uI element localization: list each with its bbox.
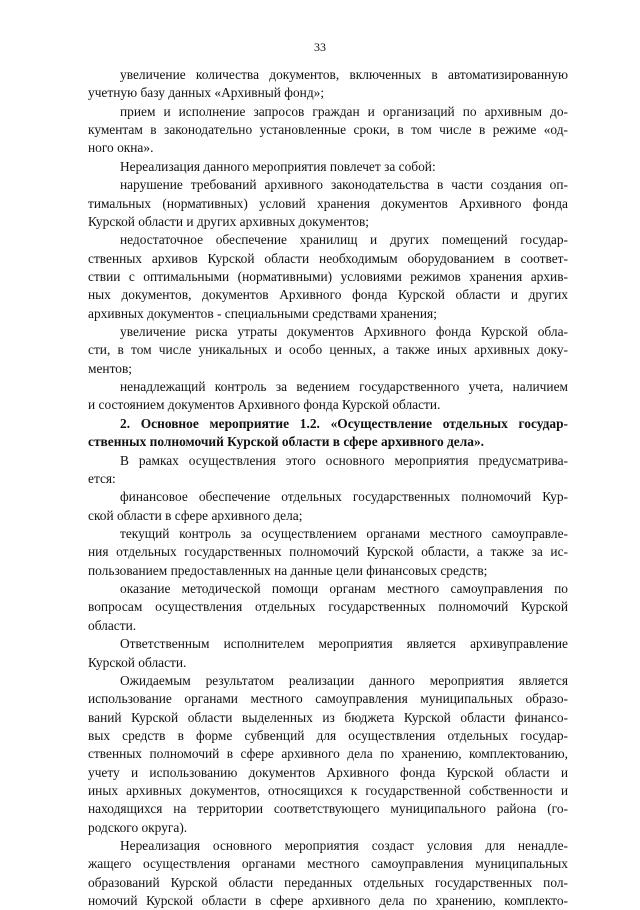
text-line: Нереализация данного мероприятия повлечет за собой: bbox=[120, 158, 436, 174]
text-line: вых средств в форме субвенций для осуществления отдельных государ- bbox=[88, 727, 568, 743]
text-line: оказание методической помощи органам местного самоуправления по bbox=[120, 581, 568, 597]
text-line: нарушение требований архивного законодательства в части создания оп- bbox=[120, 177, 568, 193]
page-number: 33 bbox=[314, 40, 326, 54]
text-line: ственных полномочий Курской области в сфере архивного дела». bbox=[88, 434, 485, 450]
text-line: ской области в сфере архивного дела; bbox=[88, 507, 303, 523]
text-line: образований Курской области переданных отдельных государственных пол- bbox=[88, 874, 568, 890]
text-line: Курской области и других архивных документов; bbox=[88, 213, 370, 229]
text-line: области. bbox=[88, 617, 137, 633]
text-line: сти, в том числе уникальных и особо ценных, а также иных архивных доку- bbox=[88, 342, 568, 358]
text-line: использование органами местного самоуправления муниципальных образо- bbox=[88, 691, 568, 707]
text-line: Курской области. bbox=[88, 654, 187, 670]
text-line: архивных документов - специальными средствами хранения; bbox=[88, 305, 437, 321]
text-line: кументам в законодательно установленные сроки, в том числе в режиме «од- bbox=[88, 122, 568, 138]
text-line: тимальных (нормативных) условий хранения документов Архивного фонда bbox=[88, 195, 568, 211]
text-line: номочий Курской области в сфере архивного дела по хранению, комплекто- bbox=[88, 893, 568, 909]
text-line: текущий контроль за осуществлением органами местного самоуправле- bbox=[120, 526, 568, 541]
text-line: ного окна». bbox=[88, 140, 154, 156]
text-line: увеличение риска утраты документов Архивного фонда Курской обла- bbox=[120, 324, 568, 340]
text-line: находящихся на территории соответствующего муниципального района (го- bbox=[88, 801, 568, 817]
text-line: В рамках осуществления этого основного мероприятия предусматрива- bbox=[120, 452, 568, 468]
text-line: родского округа). bbox=[88, 819, 188, 835]
text-line: вопросам осуществления отдельных государственных полномочий Курской bbox=[88, 599, 568, 615]
text-line: ментов; bbox=[88, 360, 132, 376]
text-line: 2. Основное мероприятие 1.2. «Осуществление отдельных государ- bbox=[120, 415, 568, 431]
text-line: увеличение количества документов, включенных в автоматизированную bbox=[120, 67, 568, 82]
text-line: иных архивных документов, относящихся к государственной собственности и bbox=[88, 783, 568, 799]
text-line: ненадлежащий контроль за ведением государственного учета, наличием bbox=[120, 379, 568, 395]
text-line: жащего осуществления органами местного самоуправления муниципальных bbox=[88, 856, 568, 872]
text-line: Ответственным исполнителем мероприятия является архивуправление bbox=[120, 636, 568, 652]
text-line: ствии с оптимальными (нормативными) условиями режимов хранения архив- bbox=[88, 268, 568, 284]
text-line: Нереализация основного мероприятия создаст условия для ненадле- bbox=[120, 838, 568, 854]
text-line: ственных полномочий в сфере архивного дела по хранению, комплектованию, bbox=[88, 746, 568, 762]
text-line: учетную базу данных «Архивный фонд»; bbox=[88, 85, 325, 101]
text-line: и состоянием документов Архивного фонда Курской области. bbox=[88, 397, 441, 413]
text-line: ственных архивов Курской области необходимым оборудованием в соответ- bbox=[88, 250, 568, 266]
text-line: Ожидаемым результатом реализации данного мероприятия является bbox=[120, 672, 568, 688]
text-line: недостаточное обеспечение хранилищ и других помещений государ- bbox=[120, 232, 568, 248]
text-line: учету и использованию документов Архивного фонда Курской области и bbox=[88, 764, 568, 780]
text-line: ния отдельных государственных полномочий Курской области, а также за ис- bbox=[88, 544, 568, 560]
text-line: финансовое обеспечение отдельных государственных полномочий Кур- bbox=[120, 489, 568, 505]
text-line: ваний Курской области выделенных из бюджета Курской области финансо- bbox=[88, 709, 568, 725]
text-line: ных документов, документов Архивного фонда Курской области и других bbox=[88, 287, 568, 303]
text-line: прием и исполнение запросов граждан и организаций по архивным до- bbox=[120, 103, 568, 119]
text-line: ется: bbox=[88, 470, 116, 486]
text-line: пользованием предоставленных на данные цели финансовых средств; bbox=[88, 562, 488, 578]
